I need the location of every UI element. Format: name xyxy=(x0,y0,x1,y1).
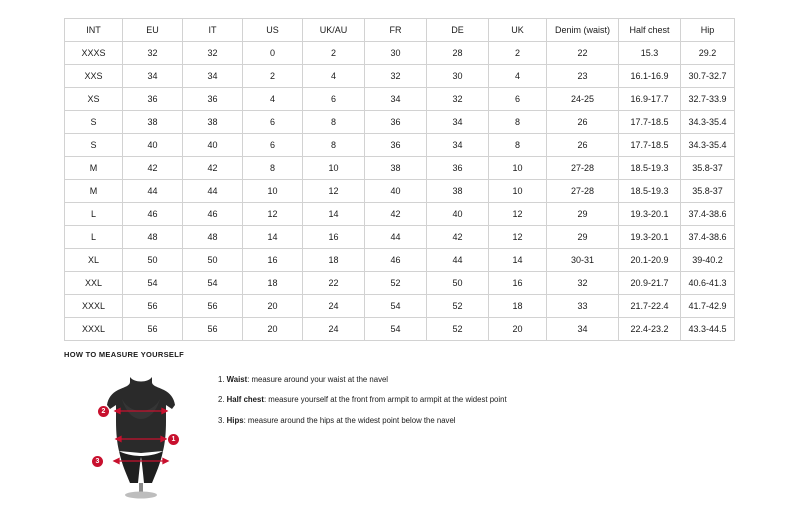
instruction-half-chest-text: : measure yourself at the front from armpit to armpit at the widest point xyxy=(263,395,507,405)
cell-denim-waist: 22 xyxy=(547,42,619,65)
table-row xyxy=(65,318,735,341)
column-header-hip: Hip xyxy=(681,19,735,42)
cell-fr: 52 xyxy=(365,272,427,295)
cell-it: 50 xyxy=(183,249,243,272)
cell-int: XXXS xyxy=(65,42,123,65)
cell-int: XXXL xyxy=(65,318,123,341)
cell-us: 20 xyxy=(243,295,303,318)
cell-hip: 35.8-37 xyxy=(681,157,735,180)
column-header-uk: UK xyxy=(489,19,547,42)
table-row xyxy=(65,111,735,134)
instruction-hips-term: Hips xyxy=(226,415,244,425)
instruction-half-chest-term: Half chest xyxy=(226,395,264,405)
cell-us: 20 xyxy=(243,318,303,341)
marker-1-waist: 1 xyxy=(168,434,179,445)
cell-denim-waist: 33 xyxy=(547,295,619,318)
cell-denim-waist: 27-28 xyxy=(547,157,619,180)
cell-int: XXXL xyxy=(65,295,123,318)
cell-uk-au: 8 xyxy=(303,111,365,134)
cell-half-chest: 17.7-18.5 xyxy=(619,111,681,134)
cell-uk: 14 xyxy=(489,249,547,272)
cell-us: 8 xyxy=(243,157,303,180)
cell-hip: 39-40.2 xyxy=(681,249,735,272)
cell-it: 40 xyxy=(183,134,243,157)
cell-int: XS xyxy=(65,88,123,111)
cell-denim-waist: 23 xyxy=(547,65,619,88)
table-row xyxy=(65,157,735,180)
cell-de: 30 xyxy=(427,65,489,88)
how-to-measure-section xyxy=(64,350,744,499)
cell-denim-waist: 27-28 xyxy=(547,180,619,203)
cell-int: M xyxy=(65,180,123,203)
cell-denim-waist: 29 xyxy=(547,226,619,249)
column-header-de: DE xyxy=(427,19,489,42)
measurement-figure xyxy=(86,369,196,499)
cell-half-chest: 18.5-19.3 xyxy=(619,157,681,180)
cell-us: 10 xyxy=(243,180,303,203)
measure-instructions xyxy=(218,369,507,436)
cell-de: 36 xyxy=(427,157,489,180)
cell-int: XXS xyxy=(65,65,123,88)
cell-uk: 18 xyxy=(489,295,547,318)
cell-denim-waist: 24-25 xyxy=(547,88,619,111)
instruction-waist-term: Waist xyxy=(226,375,248,384)
cell-de: 52 xyxy=(427,318,489,341)
cell-hip: 37.4-38.6 xyxy=(681,203,735,226)
instruction-waist-text: : measure around your waist at the navel xyxy=(247,375,389,384)
table-row xyxy=(65,88,735,111)
size-chart-container xyxy=(64,18,734,341)
column-header-int: INT xyxy=(65,19,123,42)
cell-us: 6 xyxy=(243,134,303,157)
cell-de: 32 xyxy=(427,88,489,111)
cell-it: 42 xyxy=(183,157,243,180)
cell-hip: 41.7-42.9 xyxy=(681,295,735,318)
cell-us: 0 xyxy=(243,42,303,65)
instruction-hips-text: : measure around the hips at the widest point below the navel xyxy=(243,415,456,425)
cell-fr: 46 xyxy=(365,249,427,272)
mannequin-illustration xyxy=(86,369,196,499)
cell-eu: 40 xyxy=(123,134,183,157)
cell-denim-waist: 29 xyxy=(547,203,619,226)
table-row xyxy=(65,203,735,226)
cell-half-chest: 18.5-19.3 xyxy=(619,180,681,203)
cell-uk: 6 xyxy=(489,88,547,111)
cell-uk: 20 xyxy=(489,318,547,341)
cell-uk-au: 6 xyxy=(303,88,365,111)
cell-fr: 30 xyxy=(365,42,427,65)
cell-hip: 32.7-33.9 xyxy=(681,88,735,111)
cell-it: 48 xyxy=(183,226,243,249)
cell-hip: 35.8-37 xyxy=(681,180,735,203)
cell-eu: 42 xyxy=(123,157,183,180)
table-row xyxy=(65,134,735,157)
cell-int: M xyxy=(65,157,123,180)
cell-int: L xyxy=(65,203,123,226)
cell-uk-au: 14 xyxy=(303,203,365,226)
table-row xyxy=(65,272,735,295)
marker-2-half-chest: 2 xyxy=(98,406,109,417)
cell-eu: 34 xyxy=(123,65,183,88)
cell-uk-au: 2 xyxy=(303,42,365,65)
cell-de: 34 xyxy=(427,134,489,157)
instruction-hips xyxy=(218,416,507,425)
cell-us: 14 xyxy=(243,226,303,249)
cell-int: L xyxy=(65,226,123,249)
cell-eu: 56 xyxy=(123,318,183,341)
cell-de: 50 xyxy=(427,272,489,295)
cell-uk: 4 xyxy=(489,65,547,88)
cell-half-chest: 21.7-22.4 xyxy=(619,295,681,318)
cell-uk-au: 16 xyxy=(303,226,365,249)
instruction-half-chest xyxy=(218,395,507,404)
cell-hip: 29.2 xyxy=(681,42,735,65)
cell-eu: 38 xyxy=(123,111,183,134)
cell-it: 34 xyxy=(183,65,243,88)
cell-uk-au: 24 xyxy=(303,318,365,341)
cell-uk: 12 xyxy=(489,226,547,249)
column-header-half-chest: Half chest xyxy=(619,19,681,42)
cell-it: 32 xyxy=(183,42,243,65)
cell-us: 4 xyxy=(243,88,303,111)
instruction-waist xyxy=(218,375,507,384)
size-chart-table xyxy=(64,18,735,341)
cell-fr: 34 xyxy=(365,88,427,111)
cell-de: 38 xyxy=(427,180,489,203)
table-header xyxy=(65,19,735,42)
cell-int: S xyxy=(65,111,123,134)
cell-fr: 38 xyxy=(365,157,427,180)
cell-uk: 12 xyxy=(489,203,547,226)
cell-uk: 8 xyxy=(489,111,547,134)
cell-eu: 44 xyxy=(123,180,183,203)
cell-fr: 54 xyxy=(365,295,427,318)
cell-denim-waist: 32 xyxy=(547,272,619,295)
cell-half-chest: 16.1-16.9 xyxy=(619,65,681,88)
cell-uk: 16 xyxy=(489,272,547,295)
cell-it: 44 xyxy=(183,180,243,203)
cell-hip: 37.4-38.6 xyxy=(681,226,735,249)
cell-uk-au: 12 xyxy=(303,180,365,203)
cell-eu: 48 xyxy=(123,226,183,249)
cell-denim-waist: 26 xyxy=(547,134,619,157)
column-header-denim-waist: Denim (waist) xyxy=(547,19,619,42)
cell-denim-waist: 30-31 xyxy=(547,249,619,272)
cell-de: 52 xyxy=(427,295,489,318)
cell-half-chest: 19.3-20.1 xyxy=(619,203,681,226)
cell-it: 36 xyxy=(183,88,243,111)
cell-half-chest: 16.9-17.7 xyxy=(619,88,681,111)
instruction-hips-number: 3. xyxy=(218,415,227,425)
cell-eu: 36 xyxy=(123,88,183,111)
cell-us: 12 xyxy=(243,203,303,226)
instruction-half-chest-number: 2. xyxy=(218,395,227,405)
cell-half-chest: 20.1-20.9 xyxy=(619,249,681,272)
cell-it: 38 xyxy=(183,111,243,134)
cell-int: S xyxy=(65,134,123,157)
cell-int: XL xyxy=(65,249,123,272)
cell-half-chest: 22.4-23.2 xyxy=(619,318,681,341)
cell-uk-au: 22 xyxy=(303,272,365,295)
cell-half-chest: 20.9-21.7 xyxy=(619,272,681,295)
cell-hip: 34.3-35.4 xyxy=(681,111,735,134)
cell-eu: 56 xyxy=(123,295,183,318)
table-row xyxy=(65,180,735,203)
marker-3-hips: 3 xyxy=(92,456,103,467)
cell-denim-waist: 34 xyxy=(547,318,619,341)
cell-de: 44 xyxy=(427,249,489,272)
column-header-uk-au: UK/AU xyxy=(303,19,365,42)
cell-it: 54 xyxy=(183,272,243,295)
cell-de: 28 xyxy=(427,42,489,65)
how-to-measure-title: HOW TO MEASURE YOURSELF xyxy=(64,350,184,359)
cell-half-chest: 17.7-18.5 xyxy=(619,134,681,157)
cell-uk-au: 8 xyxy=(303,134,365,157)
table-row xyxy=(65,65,735,88)
table-row xyxy=(65,42,735,65)
cell-fr: 44 xyxy=(365,226,427,249)
cell-uk: 10 xyxy=(489,157,547,180)
cell-eu: 46 xyxy=(123,203,183,226)
cell-de: 42 xyxy=(427,226,489,249)
table-row xyxy=(65,249,735,272)
cell-it: 56 xyxy=(183,318,243,341)
cell-uk: 8 xyxy=(489,134,547,157)
column-header-us: US xyxy=(243,19,303,42)
table-row xyxy=(65,295,735,318)
cell-fr: 42 xyxy=(365,203,427,226)
cell-fr: 36 xyxy=(365,111,427,134)
column-header-it: IT xyxy=(183,19,243,42)
cell-hip: 40.6-41.3 xyxy=(681,272,735,295)
table-header-row xyxy=(65,19,735,42)
table-body xyxy=(65,42,735,341)
column-header-fr: FR xyxy=(365,19,427,42)
cell-fr: 40 xyxy=(365,180,427,203)
cell-denim-waist: 26 xyxy=(547,111,619,134)
cell-eu: 50 xyxy=(123,249,183,272)
cell-int: XXL xyxy=(65,272,123,295)
cell-us: 18 xyxy=(243,272,303,295)
cell-uk-au: 4 xyxy=(303,65,365,88)
cell-eu: 54 xyxy=(123,272,183,295)
cell-half-chest: 19.3-20.1 xyxy=(619,226,681,249)
cell-uk: 2 xyxy=(489,42,547,65)
cell-de: 40 xyxy=(427,203,489,226)
cell-us: 16 xyxy=(243,249,303,272)
cell-half-chest: 15.3 xyxy=(619,42,681,65)
cell-uk: 10 xyxy=(489,180,547,203)
cell-us: 2 xyxy=(243,65,303,88)
table-row xyxy=(65,226,735,249)
cell-it: 56 xyxy=(183,295,243,318)
cell-uk-au: 24 xyxy=(303,295,365,318)
cell-it: 46 xyxy=(183,203,243,226)
cell-fr: 54 xyxy=(365,318,427,341)
how-to-measure-body xyxy=(64,369,744,499)
cell-us: 6 xyxy=(243,111,303,134)
cell-de: 34 xyxy=(427,111,489,134)
cell-fr: 32 xyxy=(365,65,427,88)
cell-hip: 30.7-32.7 xyxy=(681,65,735,88)
cell-hip: 34.3-35.4 xyxy=(681,134,735,157)
cell-hip: 43.3-44.5 xyxy=(681,318,735,341)
cell-uk-au: 18 xyxy=(303,249,365,272)
instruction-waist-number: 1. xyxy=(218,375,227,384)
cell-eu: 32 xyxy=(123,42,183,65)
column-header-eu: EU xyxy=(123,19,183,42)
cell-fr: 36 xyxy=(365,134,427,157)
cell-uk-au: 10 xyxy=(303,157,365,180)
